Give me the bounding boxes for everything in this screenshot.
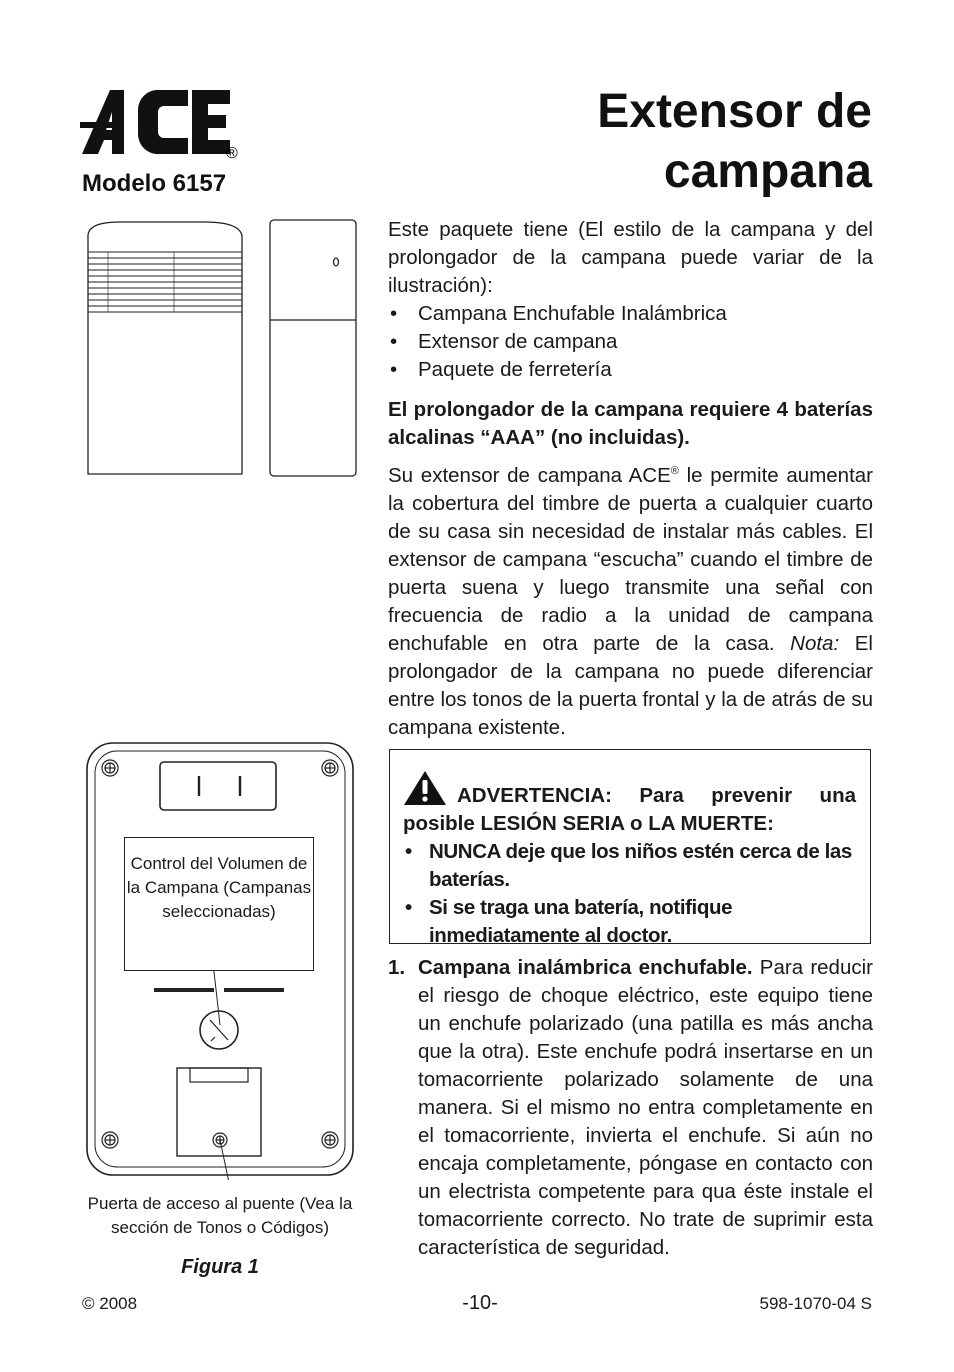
battery-requirement: El prolongador de la campana requiere 4 baterías alcalinas “AAA” (no incluidas). — [388, 398, 873, 449]
copyright: © 2008 — [82, 1294, 138, 1313]
chime-unit — [88, 222, 242, 474]
registered-mark: ® — [226, 145, 238, 160]
outlet-face — [160, 762, 276, 810]
warning-heading-text: ADVERTENCIA: Para prevenir una posible LESIÓN SERIA o LA MUERTE: — [403, 784, 856, 835]
step-title: Campana inalámbrica enchufable. — [418, 956, 753, 979]
extender-led — [334, 258, 339, 266]
step-number: 1. — [388, 956, 406, 979]
title-line-2: campana — [663, 145, 872, 198]
list-item: • Extensor de campana — [388, 328, 873, 356]
list-item: • Paquete de ferretería — [388, 356, 873, 384]
warning-triangle-icon — [403, 770, 447, 806]
step-body — [418, 954, 873, 1262]
registered-mark: ® — [670, 465, 679, 478]
warning-list — [403, 838, 856, 950]
title-line-1: Extensor de — [597, 85, 872, 138]
description-text: Su extensor de campana ACE — [388, 464, 671, 487]
chime-grille — [88, 252, 242, 312]
intro-text: Este paquete tiene (El estilo de la campana y del prolongador de la campana puede variar de la ilustración): — [388, 218, 873, 297]
warning-heading — [403, 770, 856, 838]
figure-caption: Figura 1 — [181, 1256, 259, 1278]
model-number: Modelo 6157 — [82, 170, 227, 197]
step-1 — [388, 954, 873, 1262]
list-item: • Campana Enchufable Inalámbrica — [388, 300, 873, 328]
ace-logo — [80, 88, 250, 160]
list-item: • Si se traga una batería, notifique inmediatamente al doctor. — [403, 894, 856, 950]
step-text: Para reducir el riesgo de choque eléctrico, este equipo tiene un enchufe polarizado (una patilla es más ancha que la otra). Este enchufe podrá insertarse en un tomacorriente polarizado solamente de una manera. Si el mismo no entra completamente en el tomacorriente, invierta el enchufe. Si aún no encaja completamente, póngase en contacto con un electrista competente para qua éste instale el tomacorriente correcto. No trate de suprimir esta característica de seguridad. — [418, 956, 873, 1259]
description-text: le permite aumentar la cobertura del timbre de puerta a cualquier cuarto de su casa sin necesidad de instalar más cables. El extensor de campana “escucha” cuando el timbre de puerta suena y luego transmite una señal con frecuencia de radio a la unidad de campana enchufable en otra parte de la casa. — [388, 464, 873, 655]
product-description — [388, 462, 873, 742]
note-label: Nota: — [790, 632, 840, 655]
package-contents — [388, 216, 873, 384]
list-item: • NUNCA deje que los niños estén cerca de las baterías. — [403, 838, 856, 894]
warning-box — [389, 749, 871, 947]
extender-unit — [270, 220, 356, 476]
note-text: El prolongador de la campana no puede diferenciar entre los tonos de la puerta frontal y la de atrás de su campana existente. — [388, 632, 873, 739]
volume-control-label: Control del Volumen de la Campana (Campanas seleccionadas) — [124, 837, 314, 971]
contents-list — [388, 300, 873, 384]
document-number: 598-1070-04 S — [759, 1294, 872, 1313]
page-title — [597, 82, 872, 202]
bridge-door-label: Puerta de acceso al puente (Vea la sección de Tonos o Códigos) — [87, 1194, 353, 1237]
page-number: -10- — [462, 1292, 498, 1314]
product-illustration — [80, 218, 360, 480]
